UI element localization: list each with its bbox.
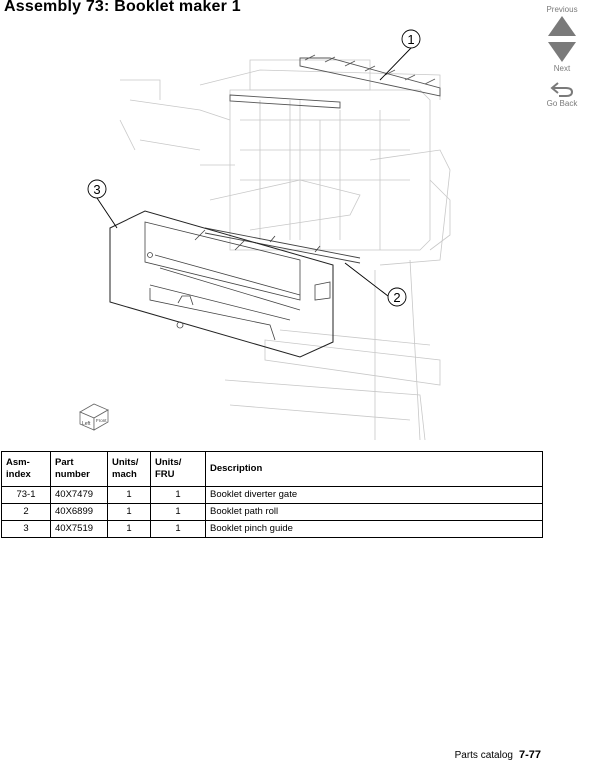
- cube-left-label: Left: [82, 421, 91, 427]
- header-description: Description: [206, 452, 543, 487]
- callout-3: 3: [93, 182, 101, 197]
- header-asm-index: [2, 452, 51, 487]
- page-title: Assembly 73: Booklet maker 1: [4, 0, 241, 15]
- cell-units-mach: 1: [108, 487, 151, 504]
- cell-units-mach: 1: [108, 521, 151, 538]
- booklet-diverter-gate-part: [230, 55, 440, 108]
- header-part-number-line1: Part: [55, 457, 74, 468]
- parts-table: [1, 451, 543, 538]
- previous-label[interactable]: Previous: [546, 5, 578, 14]
- booklet-pinch-guide-callout-box: [110, 211, 333, 357]
- cell-asm-index: 73-1: [2, 487, 51, 504]
- exploded-parts-diagram: [0, 28, 589, 448]
- cell-units-fru: 1: [151, 487, 206, 504]
- cell-asm-index: 3: [2, 521, 51, 538]
- callout-1: 1: [407, 32, 415, 47]
- header-asm-index-line2: index: [6, 469, 31, 480]
- table-row: [2, 521, 543, 538]
- cell-asm-index: 2: [2, 504, 51, 521]
- cube-front-label: Front: [96, 418, 107, 423]
- header-units-mach: [108, 452, 151, 487]
- footer-page-number: 7-77: [518, 749, 541, 761]
- header-units-fru: [151, 452, 206, 487]
- footer-section: Parts catalog: [454, 750, 513, 761]
- header-asm-index-line1: Asm-: [6, 457, 30, 468]
- cell-units-fru: 1: [151, 521, 206, 538]
- page-footer: [455, 749, 541, 761]
- cell-part-number: 40X7519: [51, 521, 108, 538]
- header-part-number: [51, 452, 108, 487]
- header-units-fru-line2: FRU: [155, 469, 175, 480]
- cell-description: Booklet pinch guide: [206, 521, 543, 538]
- table-row: [2, 504, 543, 521]
- cell-description: Booklet diverter gate: [206, 487, 543, 504]
- cell-units-mach: 1: [108, 504, 151, 521]
- table-row: [2, 487, 543, 504]
- go-back-label[interactable]: Go Back: [546, 99, 578, 108]
- header-units-fru-line1: Units/: [155, 457, 182, 468]
- background-assembly-linework: [120, 60, 450, 440]
- next-label[interactable]: Next: [553, 64, 571, 73]
- callout-2: 2: [393, 290, 401, 305]
- cell-units-fru: 1: [151, 504, 206, 521]
- booklet-path-roll-part: [205, 228, 360, 263]
- table-header-row: [2, 452, 543, 487]
- header-units-mach-line1: Units/: [112, 457, 139, 468]
- header-units-mach-line2: mach: [112, 469, 137, 480]
- cell-part-number: 40X7479: [51, 487, 108, 504]
- cell-description: Booklet path roll: [206, 504, 543, 521]
- cell-part-number: 40X6899: [51, 504, 108, 521]
- header-part-number-line2: number: [55, 469, 90, 480]
